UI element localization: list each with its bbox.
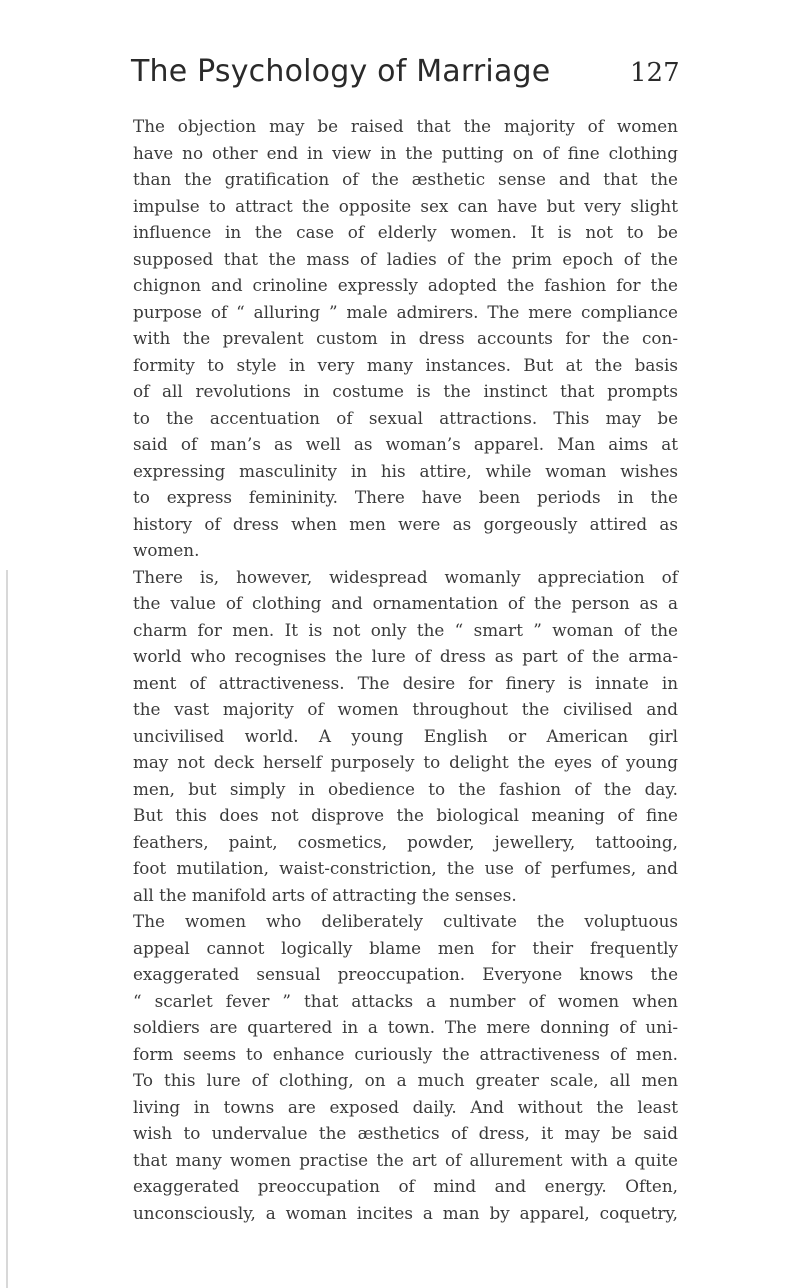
page-edge-shadow bbox=[6, 570, 8, 1288]
text-line: the vast majority of women throughout the civilised and bbox=[133, 699, 678, 719]
text-line: chignon and crinoline expressly adopted the fashion for the bbox=[133, 275, 678, 295]
text-line: may not deck herself purposely to delight the eyes of young bbox=[133, 752, 678, 772]
text-line: ment of attractiveness. The desire for finery is innate in bbox=[133, 672, 678, 693]
text-line: history of dress when men were as gorgeously attired as bbox=[133, 513, 678, 534]
text-line: charm for men. It is not only the “ smart ” woman of the bbox=[133, 619, 678, 640]
text-line: The objection may be raised that the majority of women bbox=[133, 116, 678, 136]
text-line: But this does not disprove the biological meaning of fine bbox=[133, 805, 678, 825]
text-line: The women who deliberately cultivate the voluptuous bbox=[133, 911, 678, 931]
text-line: the value of clothing and ornamentation of the person as a bbox=[133, 593, 678, 613]
text-line: wish to undervalue the æsthetics of dress, it may be said bbox=[133, 1123, 678, 1143]
body-text bbox=[133, 113, 678, 1226]
text-line: of all revolutions in costume is the instinct that prompts bbox=[133, 381, 678, 401]
text-line: To this lure of clothing, on a much greater scale, all men bbox=[133, 1070, 678, 1090]
text-line: exaggerated preoccupation of mind and energy. Often, bbox=[133, 1176, 678, 1196]
text-line: than the gratification of the æsthetic sense and that the bbox=[133, 169, 678, 189]
text-line: unconsciously, a woman incites a man by apparel, coquetry, bbox=[133, 1202, 678, 1223]
text-line: world who recognises the lure of dress as part of the arma- bbox=[133, 646, 678, 666]
text-line: men, but simply in obedience to the fashion of the day. bbox=[133, 778, 678, 799]
text-line: have no other end in view in the putting on of fine clothing bbox=[133, 142, 678, 163]
text-line: influence in the case of elderly women. It is not to be bbox=[133, 222, 678, 242]
text-line: supposed that the mass of ladies of the prim epoch of the bbox=[133, 248, 678, 269]
text-line: expressing masculinity in his attire, while woman wishes bbox=[133, 460, 678, 481]
text-line: form seems to enhance curiously the attractiveness of men. bbox=[133, 1043, 678, 1064]
text-line: to the accentuation of sexual attractions. This may be bbox=[133, 407, 678, 428]
text-line: There is, however, widespread womanly appreciation of bbox=[133, 566, 678, 587]
text-line: feathers, paint, cosmetics, powder, jewellery, tattooing, bbox=[133, 831, 678, 852]
text-line: all the manifold arts of attracting the senses. bbox=[133, 884, 517, 905]
text-line: with the prevalent custom in dress accounts for the con- bbox=[133, 328, 678, 348]
text-line: uncivilised world. A young English or American girl bbox=[133, 725, 678, 746]
text-line: said of man’s as well as woman’s apparel. Man aims at bbox=[133, 434, 678, 454]
text-line: purpose of “ alluring ” male admirers. The mere compliance bbox=[133, 301, 678, 322]
running-head bbox=[0, 48, 800, 98]
text-line: exaggerated sensual preoccupation. Everyone knows the bbox=[133, 964, 678, 984]
page-number: 127 bbox=[630, 58, 680, 88]
text-line: living in towns are exposed daily. And without the least bbox=[133, 1096, 678, 1117]
text-line: women. bbox=[133, 540, 200, 560]
text-line: “ scarlet fever ” that attacks a number of women when bbox=[133, 990, 678, 1011]
text-line: to express femininity. There have been periods in the bbox=[133, 487, 678, 507]
text-line: appeal cannot logically blame men for their frequently bbox=[133, 937, 678, 958]
text-line: formity to style in very many instances. But at the basis bbox=[133, 354, 678, 375]
text-line: soldiers are quartered in a town. The mere donning of uni- bbox=[133, 1017, 678, 1037]
text-line: foot mutilation, waist-constriction, the use of perfumes, and bbox=[133, 858, 678, 878]
running-title: The Psychology of Marriage bbox=[131, 54, 551, 89]
text-line: impulse to attract the opposite sex can have but very slight bbox=[133, 195, 678, 216]
text-line: that many women practise the art of allurement with a quite bbox=[133, 1149, 678, 1170]
